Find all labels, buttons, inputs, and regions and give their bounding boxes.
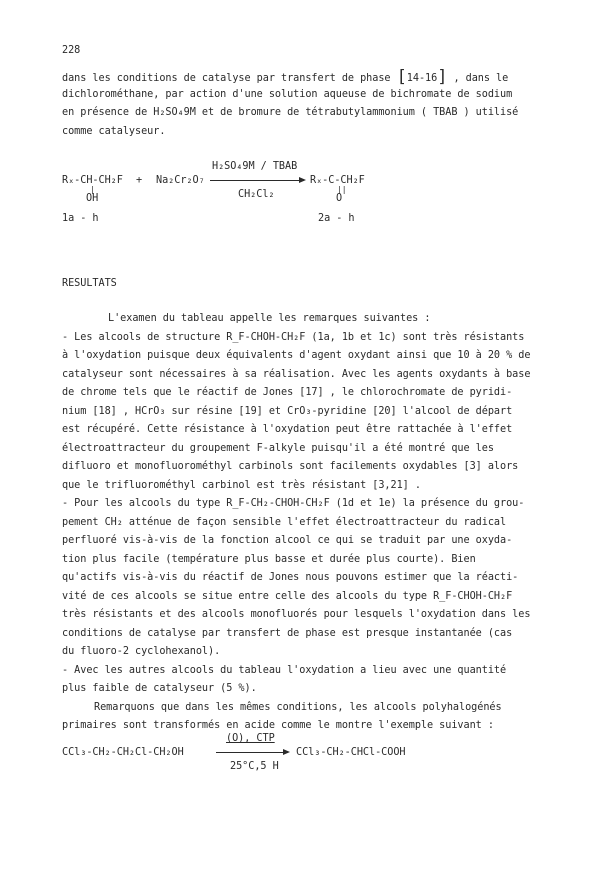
intro-line-2: dichlorométhane, par action d'une solution aqueuse de bichromate de sodium (62, 88, 513, 100)
intro-paragraph (62, 67, 532, 141)
body-line: L'examen du tableau appelle les remarques suivantes : (108, 313, 431, 324)
intro-line-4: comme catalyseur. (62, 125, 166, 137)
reactant-label: 1a - h (62, 213, 99, 224)
body-line: conditions de catalyse par transfert de phase est presque instantanée (cas (62, 627, 513, 639)
body-line: perfluoré vis-à-vis de la fonction alcool ce qui se traduit par une oxyda- (62, 535, 513, 546)
reaction2-conditions-top: (O), CTP (226, 733, 275, 744)
body-line: qu'actifs vis-à-vis du réactif de Jones nous pouvons estimer que la réacti- (62, 572, 519, 583)
body-line: de chrome tels que le réactif de Jones [17] , le chlorochromate de pyridi- (62, 387, 513, 398)
reagent-formula: Na₂Cr₂O₇ (156, 175, 205, 186)
reaction2-reactant: CCl₃-CH₂-CH₂Cl-CH₂OH (62, 747, 184, 758)
reaction2-conditions-bottom: 25°C,5 H (230, 761, 279, 772)
body-line: difluoro et monofluorométhyl carbinols sont facilements oxydables [3] alors (62, 461, 519, 472)
body-line: très résistants et des alcools monofluorés pour lesquels l'oxydation dans les (62, 609, 531, 620)
reference: 14-16 (406, 73, 438, 84)
reaction-arrow (210, 180, 304, 181)
product-double-bond: || (337, 185, 347, 194)
body-line: est récupéré. Cette résistance à l'oxydation peut être rattachée à l'effet (62, 424, 513, 435)
section-title: RESULTATS (62, 278, 117, 289)
body-line: pement CH₂ atténue de façon sensible l'effet électroattracteur du radical (62, 516, 507, 528)
body-line: plus faible de catalyseur (5 %). (62, 683, 257, 694)
body-line: nium [18] , HCrO₃ sur résine [19] et CrO₃-pyridine [20] l'alcool de départ (62, 405, 513, 417)
body-line: du fluoro-2 cyclohexanol). (62, 646, 221, 657)
body-line: que le trifluorométhyl carbinol est très résistant [3,21] . (62, 479, 421, 491)
reactant-formula: Rₓ-CH-CH₂F (62, 175, 123, 186)
reactant-hydroxyl: OH (86, 193, 99, 204)
body-line: primaires sont transformés en acide comme le montre l'exemple suivant : (62, 720, 494, 731)
body-line: catalyseur sont nécessaires à sa réalisation. Avec les agents oxydants à base (62, 368, 531, 380)
product-oxygen: O (336, 193, 343, 204)
arrow-conditions-bottom: CH₂Cl₂ (238, 189, 275, 200)
plus-sign: + (136, 175, 143, 186)
results-body (62, 310, 532, 736)
intro-line-3: en présence de H₂SO₄9M et de bromure de tétrabutylammonium ( TBAB ) utilisé (62, 107, 519, 118)
body-line: vité de ces alcools se situe entre celle des alcools du type R_F-CHOH-CH₂F (62, 590, 513, 602)
arrow-conditions-top: H₂SO₄9M / TBAB (212, 161, 298, 172)
product-label: 2a - h (318, 213, 355, 224)
reaction2-arrow (216, 752, 288, 753)
body-line: électroattracteur du groupement F-alkyle puisqu'il a été montré que les (62, 442, 494, 454)
reactant-bond: | (90, 185, 95, 194)
reaction2-product: CCl₃-CH₂-CHCl-COOH (296, 747, 406, 758)
page-number: 228 (62, 45, 81, 56)
body-line: - Pour les alcools du type R_F-CH₂-CHOH-CH₂F (1d et 1e) la présence du grou- (62, 498, 525, 509)
body-line: - Avec les autres alcools du tableau l'oxydation a lieu avec une quantité (62, 664, 507, 676)
intro-line-1: dans les conditions de catalyse par transfert de phase [14-16] , dans le (62, 67, 509, 87)
product-formula: Rₓ-C-CH₂F (310, 175, 365, 186)
body-line: à l'oxydation puisque deux équivalents d'agent oxydant ainsi que 10 à 20 % de (62, 350, 531, 361)
body-line: tion plus facile (température plus basse et durée plus courte). Bien (62, 553, 476, 565)
body-line: - Les alcools de structure R_F-CHOH-CH₂F (1a, 1b et 1c) sont très résistants (62, 331, 525, 343)
body-line: Remarquons que dans les mêmes conditions, les alcools polyhalogénés (94, 701, 502, 713)
